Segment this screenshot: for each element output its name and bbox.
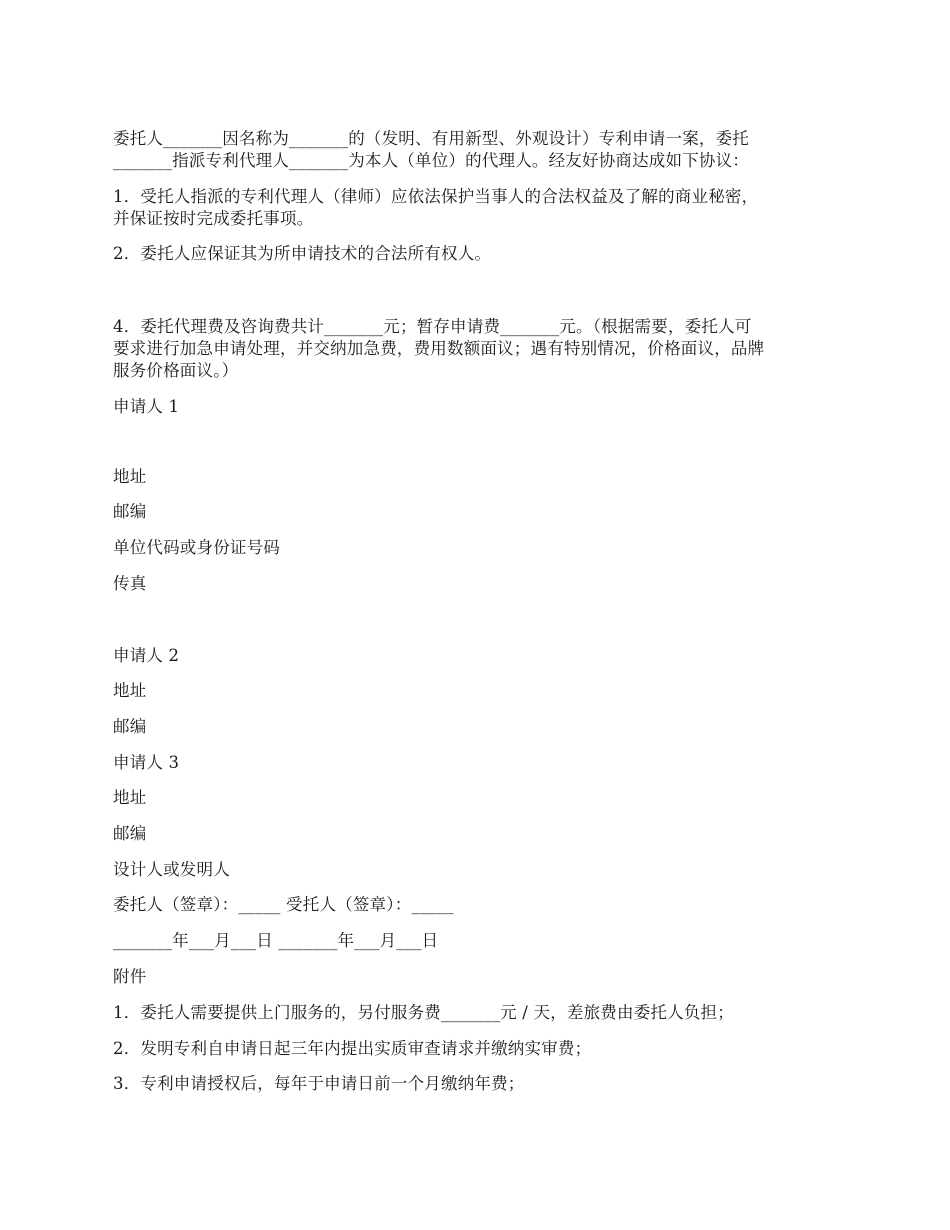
- clause-1-line-2: 并保证按时完成委托事项。: [113, 209, 314, 228]
- postcode-2-label: 邮编: [113, 717, 147, 736]
- date-line: _______年___月___日 _______年___月___日: [113, 931, 439, 950]
- clause-2: 2．委托人应保证其为所申请技术的合法所有权人。: [113, 244, 492, 263]
- postcode-1-label: 邮编: [113, 502, 147, 521]
- signature-line: 委托人（签章）：_____ 受托人（签章）：_____: [113, 895, 454, 914]
- attachment-title: 附件: [113, 967, 147, 986]
- fax-label: 传真: [113, 574, 147, 593]
- clause-4-line-2: 要求进行加急申请处理，并交纳加急费，费用数额面议；遇有特别情况，价格面议，品牌: [113, 339, 765, 358]
- clause-4-line-1: 4．委托代理费及咨询费共计_______元；暂存申请费_______元。（根据需要，委托人可: [113, 317, 752, 336]
- applicant-2-label: 申请人 2: [113, 646, 180, 665]
- intro-line-1: 委托人_______因名称为_______的（发明、有用新型、外观设计）专利申请一案，委托: [113, 129, 749, 148]
- intro-line-2: _______指派专利代理人_______为本人（单位）的代理人。经友好协商达成如下协议：: [113, 151, 749, 170]
- clause-1-line-1: 1．受托人指派的专利代理人（律师）应依法保护当事人的合法权益及了解的商业秘密，: [113, 187, 759, 206]
- address-3-label: 地址: [113, 788, 147, 807]
- postcode-3-label: 邮编: [113, 824, 147, 843]
- attachment-item-2: 2．发明专利自申请日起三年内提出实质审查请求并缴纳实审费；: [113, 1039, 592, 1058]
- applicant-3-label: 申请人 3: [113, 753, 180, 772]
- attachment-item-3: 3．专利申请授权后，每年于申请日前一个月缴纳年费；: [113, 1074, 525, 1093]
- address-1-label: 地址: [113, 467, 147, 486]
- applicant-1-label: 申请人 1: [113, 397, 180, 416]
- designer-label: 设计人或发明人: [113, 860, 230, 879]
- clause-4-line-3: 服务价格面议。）: [113, 361, 239, 380]
- address-2-label: 地址: [113, 681, 147, 700]
- id-code-label: 单位代码或身份证号码: [113, 538, 280, 557]
- attachment-item-1: 1．委托人需要提供上门服务的，另付服务费_______元 / 天，差旅费由委托人负担；: [113, 1003, 734, 1022]
